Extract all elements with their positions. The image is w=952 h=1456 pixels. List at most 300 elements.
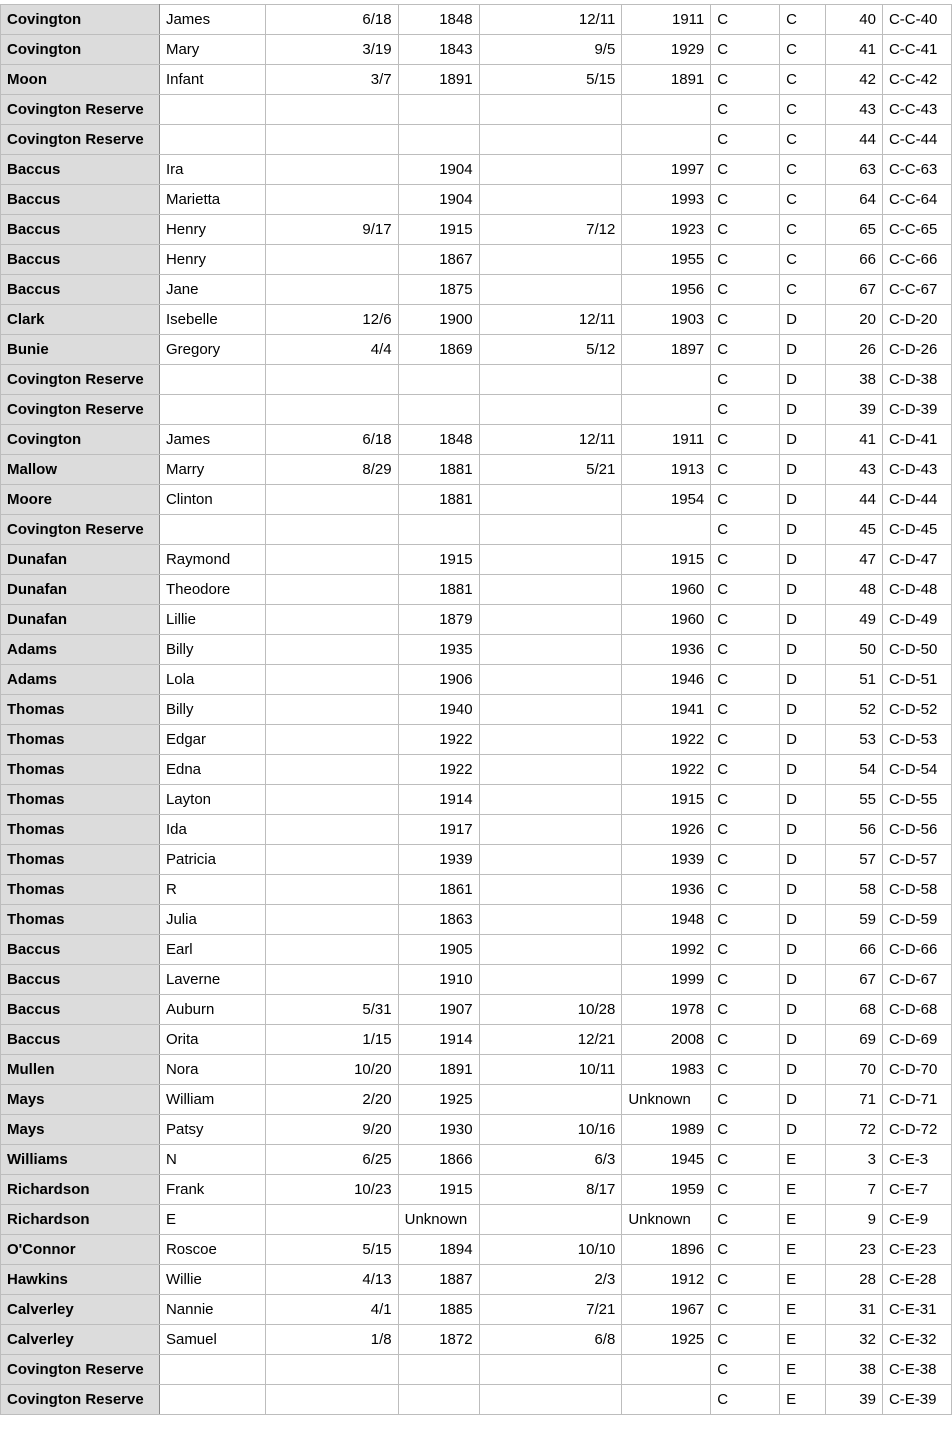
- surname-cell[interactable]: Adams: [1, 665, 160, 695]
- death-date-cell[interactable]: 5/15: [479, 65, 622, 95]
- given-name-cell[interactable]: Patricia: [159, 845, 265, 875]
- section-cell[interactable]: C: [711, 425, 780, 455]
- birth-date-cell[interactable]: [265, 635, 398, 665]
- surname-cell[interactable]: Hawkins: [1, 1265, 160, 1295]
- plot-number-cell[interactable]: 51: [826, 665, 883, 695]
- birth-date-cell[interactable]: [265, 665, 398, 695]
- death-date-cell[interactable]: [479, 875, 622, 905]
- plot-id-cell[interactable]: C-D-67: [882, 965, 951, 995]
- plot-number-cell[interactable]: 38: [826, 1355, 883, 1385]
- death-date-cell[interactable]: [479, 245, 622, 275]
- death-date-cell[interactable]: 12/11: [479, 305, 622, 335]
- birth-date-cell[interactable]: [265, 875, 398, 905]
- surname-cell[interactable]: Thomas: [1, 785, 160, 815]
- row-cell[interactable]: D: [780, 1025, 826, 1055]
- death-date-cell[interactable]: 12/21: [479, 1025, 622, 1055]
- plot-number-cell[interactable]: 64: [826, 185, 883, 215]
- given-name-cell[interactable]: Lola: [159, 665, 265, 695]
- given-name-cell[interactable]: Nora: [159, 1055, 265, 1085]
- plot-id-cell[interactable]: C-C-40: [882, 5, 951, 35]
- surname-cell[interactable]: Baccus: [1, 245, 160, 275]
- birth-year-cell[interactable]: 1869: [398, 335, 479, 365]
- plot-id-cell[interactable]: C-D-69: [882, 1025, 951, 1055]
- death-date-cell[interactable]: [479, 965, 622, 995]
- plot-number-cell[interactable]: 58: [826, 875, 883, 905]
- birth-year-cell[interactable]: 1866: [398, 1145, 479, 1175]
- surname-cell[interactable]: Thomas: [1, 755, 160, 785]
- death-year-cell[interactable]: [622, 95, 711, 125]
- section-cell[interactable]: C: [711, 995, 780, 1025]
- plot-id-cell[interactable]: C-D-41: [882, 425, 951, 455]
- plot-id-cell[interactable]: C-C-65: [882, 215, 951, 245]
- surname-cell[interactable]: Baccus: [1, 935, 160, 965]
- plot-id-cell[interactable]: C-D-20: [882, 305, 951, 335]
- birth-date-cell[interactable]: 12/6: [265, 305, 398, 335]
- surname-cell[interactable]: Mays: [1, 1115, 160, 1145]
- plot-number-cell[interactable]: 72: [826, 1115, 883, 1145]
- plot-number-cell[interactable]: 44: [826, 485, 883, 515]
- death-date-cell[interactable]: 6/3: [479, 1145, 622, 1175]
- birth-year-cell[interactable]: 1867: [398, 245, 479, 275]
- birth-date-cell[interactable]: [265, 605, 398, 635]
- plot-id-cell[interactable]: C-D-72: [882, 1115, 951, 1145]
- plot-number-cell[interactable]: 40: [826, 5, 883, 35]
- death-year-cell[interactable]: [622, 1355, 711, 1385]
- birth-year-cell[interactable]: 1904: [398, 185, 479, 215]
- death-date-cell[interactable]: [479, 365, 622, 395]
- surname-cell[interactable]: Covington: [1, 425, 160, 455]
- plot-id-cell[interactable]: C-D-44: [882, 485, 951, 515]
- row-cell[interactable]: C: [780, 35, 826, 65]
- surname-cell[interactable]: Mullen: [1, 1055, 160, 1085]
- birth-year-cell[interactable]: 1894: [398, 1235, 479, 1265]
- death-date-cell[interactable]: 7/12: [479, 215, 622, 245]
- death-date-cell[interactable]: [479, 815, 622, 845]
- row-cell[interactable]: C: [780, 155, 826, 185]
- birth-date-cell[interactable]: 10/20: [265, 1055, 398, 1085]
- death-date-cell[interactable]: 7/21: [479, 1295, 622, 1325]
- given-name-cell[interactable]: Lillie: [159, 605, 265, 635]
- section-cell[interactable]: C: [711, 1025, 780, 1055]
- surname-cell[interactable]: Moore: [1, 485, 160, 515]
- row-cell[interactable]: D: [780, 1085, 826, 1115]
- plot-number-cell[interactable]: 41: [826, 35, 883, 65]
- birth-date-cell[interactable]: [265, 125, 398, 155]
- given-name-cell[interactable]: E: [159, 1205, 265, 1235]
- birth-date-cell[interactable]: [265, 935, 398, 965]
- section-cell[interactable]: C: [711, 1295, 780, 1325]
- given-name-cell[interactable]: Roscoe: [159, 1235, 265, 1265]
- death-date-cell[interactable]: 8/17: [479, 1175, 622, 1205]
- plot-number-cell[interactable]: 47: [826, 545, 883, 575]
- death-year-cell[interactable]: 1923: [622, 215, 711, 245]
- plot-id-cell[interactable]: C-D-45: [882, 515, 951, 545]
- death-year-cell[interactable]: 1922: [622, 755, 711, 785]
- surname-cell[interactable]: Thomas: [1, 845, 160, 875]
- plot-id-cell[interactable]: C-D-49: [882, 605, 951, 635]
- birth-date-cell[interactable]: 8/29: [265, 455, 398, 485]
- row-cell[interactable]: C: [780, 5, 826, 35]
- plot-id-cell[interactable]: C-E-7: [882, 1175, 951, 1205]
- row-cell[interactable]: D: [780, 455, 826, 485]
- birth-date-cell[interactable]: [265, 1355, 398, 1385]
- death-year-cell[interactable]: 1891: [622, 65, 711, 95]
- birth-date-cell[interactable]: [265, 395, 398, 425]
- row-cell[interactable]: D: [780, 935, 826, 965]
- given-name-cell[interactable]: N: [159, 1145, 265, 1175]
- row-cell[interactable]: D: [780, 665, 826, 695]
- plot-id-cell[interactable]: C-E-32: [882, 1325, 951, 1355]
- plot-id-cell[interactable]: C-D-70: [882, 1055, 951, 1085]
- plot-number-cell[interactable]: 48: [826, 575, 883, 605]
- birth-date-cell[interactable]: 4/1: [265, 1295, 398, 1325]
- given-name-cell[interactable]: Ida: [159, 815, 265, 845]
- plot-id-cell[interactable]: C-D-43: [882, 455, 951, 485]
- plot-id-cell[interactable]: C-D-55: [882, 785, 951, 815]
- death-year-cell[interactable]: 1939: [622, 845, 711, 875]
- section-cell[interactable]: C: [711, 1325, 780, 1355]
- death-year-cell[interactable]: 1955: [622, 245, 711, 275]
- surname-cell[interactable]: O'Connor: [1, 1235, 160, 1265]
- death-year-cell[interactable]: 1946: [622, 665, 711, 695]
- plot-number-cell[interactable]: 23: [826, 1235, 883, 1265]
- section-cell[interactable]: C: [711, 1175, 780, 1205]
- row-cell[interactable]: D: [780, 305, 826, 335]
- plot-id-cell[interactable]: C-C-44: [882, 125, 951, 155]
- birth-year-cell[interactable]: 1904: [398, 155, 479, 185]
- given-name-cell[interactable]: Clinton: [159, 485, 265, 515]
- given-name-cell[interactable]: Isebelle: [159, 305, 265, 335]
- plot-number-cell[interactable]: 59: [826, 905, 883, 935]
- row-cell[interactable]: D: [780, 725, 826, 755]
- given-name-cell[interactable]: [159, 365, 265, 395]
- birth-year-cell[interactable]: 1906: [398, 665, 479, 695]
- given-name-cell[interactable]: Patsy: [159, 1115, 265, 1145]
- given-name-cell[interactable]: [159, 125, 265, 155]
- row-cell[interactable]: D: [780, 635, 826, 665]
- birth-year-cell[interactable]: 1915: [398, 215, 479, 245]
- surname-cell[interactable]: Dunafan: [1, 605, 160, 635]
- birth-year-cell[interactable]: 1891: [398, 65, 479, 95]
- birth-date-cell[interactable]: 4/13: [265, 1265, 398, 1295]
- section-cell[interactable]: C: [711, 1055, 780, 1085]
- plot-number-cell[interactable]: 70: [826, 1055, 883, 1085]
- death-year-cell[interactable]: 1959: [622, 1175, 711, 1205]
- row-cell[interactable]: D: [780, 875, 826, 905]
- death-date-cell[interactable]: [479, 95, 622, 125]
- surname-cell[interactable]: Dunafan: [1, 575, 160, 605]
- death-date-cell[interactable]: [479, 665, 622, 695]
- given-name-cell[interactable]: Jane: [159, 275, 265, 305]
- surname-cell[interactable]: Thomas: [1, 695, 160, 725]
- birth-year-cell[interactable]: [398, 1355, 479, 1385]
- section-cell[interactable]: C: [711, 245, 780, 275]
- birth-year-cell[interactable]: [398, 395, 479, 425]
- section-cell[interactable]: C: [711, 665, 780, 695]
- given-name-cell[interactable]: Billy: [159, 695, 265, 725]
- birth-date-cell[interactable]: [265, 1385, 398, 1415]
- row-cell[interactable]: C: [780, 245, 826, 275]
- plot-number-cell[interactable]: 49: [826, 605, 883, 635]
- plot-id-cell[interactable]: C-E-38: [882, 1355, 951, 1385]
- section-cell[interactable]: C: [711, 815, 780, 845]
- surname-cell[interactable]: Baccus: [1, 215, 160, 245]
- birth-date-cell[interactable]: [265, 725, 398, 755]
- given-name-cell[interactable]: Mary: [159, 35, 265, 65]
- death-year-cell[interactable]: 1978: [622, 995, 711, 1025]
- birth-year-cell[interactable]: 1905: [398, 935, 479, 965]
- given-name-cell[interactable]: Raymond: [159, 545, 265, 575]
- birth-year-cell[interactable]: 1885: [398, 1295, 479, 1325]
- death-year-cell[interactable]: 1897: [622, 335, 711, 365]
- death-date-cell[interactable]: [479, 695, 622, 725]
- birth-date-cell[interactable]: 4/4: [265, 335, 398, 365]
- given-name-cell[interactable]: [159, 515, 265, 545]
- row-cell[interactable]: C: [780, 215, 826, 245]
- death-year-cell[interactable]: 1960: [622, 605, 711, 635]
- surname-cell[interactable]: Mallow: [1, 455, 160, 485]
- birth-date-cell[interactable]: 9/17: [265, 215, 398, 245]
- plot-number-cell[interactable]: 32: [826, 1325, 883, 1355]
- birth-date-cell[interactable]: 6/18: [265, 5, 398, 35]
- surname-cell[interactable]: Covington: [1, 35, 160, 65]
- plot-id-cell[interactable]: C-C-41: [882, 35, 951, 65]
- death-date-cell[interactable]: 6/8: [479, 1325, 622, 1355]
- surname-cell[interactable]: Covington Reserve: [1, 365, 160, 395]
- surname-cell[interactable]: Moon: [1, 65, 160, 95]
- given-name-cell[interactable]: James: [159, 5, 265, 35]
- birth-date-cell[interactable]: [265, 1205, 398, 1235]
- surname-cell[interactable]: Baccus: [1, 155, 160, 185]
- plot-number-cell[interactable]: 41: [826, 425, 883, 455]
- surname-cell[interactable]: Baccus: [1, 965, 160, 995]
- row-cell[interactable]: E: [780, 1145, 826, 1175]
- plot-id-cell[interactable]: C-D-66: [882, 935, 951, 965]
- death-date-cell[interactable]: 10/28: [479, 995, 622, 1025]
- row-cell[interactable]: E: [780, 1235, 826, 1265]
- birth-date-cell[interactable]: [265, 275, 398, 305]
- given-name-cell[interactable]: [159, 1355, 265, 1385]
- birth-year-cell[interactable]: 1900: [398, 305, 479, 335]
- given-name-cell[interactable]: William: [159, 1085, 265, 1115]
- section-cell[interactable]: C: [711, 635, 780, 665]
- plot-number-cell[interactable]: 57: [826, 845, 883, 875]
- row-cell[interactable]: E: [780, 1385, 826, 1415]
- surname-cell[interactable]: Covington Reserve: [1, 125, 160, 155]
- birth-year-cell[interactable]: 1907: [398, 995, 479, 1025]
- section-cell[interactable]: C: [711, 1385, 780, 1415]
- birth-year-cell[interactable]: 1872: [398, 1325, 479, 1355]
- plot-id-cell[interactable]: C-D-54: [882, 755, 951, 785]
- surname-cell[interactable]: Covington Reserve: [1, 1385, 160, 1415]
- death-date-cell[interactable]: [479, 395, 622, 425]
- death-date-cell[interactable]: [479, 515, 622, 545]
- death-date-cell[interactable]: [479, 755, 622, 785]
- section-cell[interactable]: C: [711, 545, 780, 575]
- birth-date-cell[interactable]: [265, 545, 398, 575]
- section-cell[interactable]: C: [711, 575, 780, 605]
- birth-date-cell[interactable]: [265, 515, 398, 545]
- surname-cell[interactable]: Baccus: [1, 275, 160, 305]
- birth-year-cell[interactable]: 1848: [398, 425, 479, 455]
- surname-cell[interactable]: Calverley: [1, 1325, 160, 1355]
- birth-date-cell[interactable]: 3/7: [265, 65, 398, 95]
- birth-year-cell[interactable]: 1914: [398, 1025, 479, 1055]
- surname-cell[interactable]: Thomas: [1, 905, 160, 935]
- given-name-cell[interactable]: Ira: [159, 155, 265, 185]
- surname-cell[interactable]: Williams: [1, 1145, 160, 1175]
- death-date-cell[interactable]: 2/3: [479, 1265, 622, 1295]
- surname-cell[interactable]: Covington: [1, 5, 160, 35]
- death-year-cell[interactable]: [622, 395, 711, 425]
- row-cell[interactable]: D: [780, 695, 826, 725]
- birth-year-cell[interactable]: [398, 1385, 479, 1415]
- death-year-cell[interactable]: [622, 125, 711, 155]
- given-name-cell[interactable]: Henry: [159, 215, 265, 245]
- section-cell[interactable]: C: [711, 875, 780, 905]
- plot-id-cell[interactable]: C-C-43: [882, 95, 951, 125]
- death-year-cell[interactable]: 1913: [622, 455, 711, 485]
- plot-id-cell[interactable]: C-C-63: [882, 155, 951, 185]
- birth-date-cell[interactable]: 5/31: [265, 995, 398, 1025]
- given-name-cell[interactable]: Edna: [159, 755, 265, 785]
- row-cell[interactable]: D: [780, 815, 826, 845]
- given-name-cell[interactable]: Earl: [159, 935, 265, 965]
- section-cell[interactable]: C: [711, 1085, 780, 1115]
- death-year-cell[interactable]: 1903: [622, 305, 711, 335]
- section-cell[interactable]: C: [711, 335, 780, 365]
- given-name-cell[interactable]: Frank: [159, 1175, 265, 1205]
- death-year-cell[interactable]: 1936: [622, 875, 711, 905]
- given-name-cell[interactable]: Julia: [159, 905, 265, 935]
- section-cell[interactable]: C: [711, 185, 780, 215]
- plot-id-cell[interactable]: C-E-9: [882, 1205, 951, 1235]
- birth-date-cell[interactable]: [265, 185, 398, 215]
- plot-id-cell[interactable]: C-D-59: [882, 905, 951, 935]
- death-year-cell[interactable]: 1926: [622, 815, 711, 845]
- row-cell[interactable]: C: [780, 125, 826, 155]
- row-cell[interactable]: E: [780, 1325, 826, 1355]
- death-year-cell[interactable]: 1945: [622, 1145, 711, 1175]
- section-cell[interactable]: C: [711, 95, 780, 125]
- death-date-cell[interactable]: [479, 1085, 622, 1115]
- section-cell[interactable]: C: [711, 1235, 780, 1265]
- section-cell[interactable]: C: [711, 1145, 780, 1175]
- death-year-cell[interactable]: Unknown: [622, 1205, 711, 1235]
- plot-id-cell[interactable]: C-E-23: [882, 1235, 951, 1265]
- section-cell[interactable]: C: [711, 725, 780, 755]
- plot-id-cell[interactable]: C-C-67: [882, 275, 951, 305]
- given-name-cell[interactable]: Edgar: [159, 725, 265, 755]
- section-cell[interactable]: C: [711, 845, 780, 875]
- given-name-cell[interactable]: [159, 395, 265, 425]
- death-year-cell[interactable]: Unknown: [622, 1085, 711, 1115]
- section-cell[interactable]: C: [711, 695, 780, 725]
- plot-number-cell[interactable]: 31: [826, 1295, 883, 1325]
- death-date-cell[interactable]: 5/21: [479, 455, 622, 485]
- birth-year-cell[interactable]: [398, 125, 479, 155]
- birth-year-cell[interactable]: 1915: [398, 1175, 479, 1205]
- plot-number-cell[interactable]: 39: [826, 1385, 883, 1415]
- given-name-cell[interactable]: Laverne: [159, 965, 265, 995]
- plot-id-cell[interactable]: C-C-66: [882, 245, 951, 275]
- birth-year-cell[interactable]: 1939: [398, 845, 479, 875]
- plot-id-cell[interactable]: C-D-47: [882, 545, 951, 575]
- birth-date-cell[interactable]: [265, 965, 398, 995]
- surname-cell[interactable]: Adams: [1, 635, 160, 665]
- plot-id-cell[interactable]: C-D-52: [882, 695, 951, 725]
- birth-year-cell[interactable]: 1914: [398, 785, 479, 815]
- plot-number-cell[interactable]: 68: [826, 995, 883, 1025]
- death-year-cell[interactable]: 1992: [622, 935, 711, 965]
- death-year-cell[interactable]: 1911: [622, 425, 711, 455]
- surname-cell[interactable]: Covington Reserve: [1, 395, 160, 425]
- section-cell[interactable]: C: [711, 35, 780, 65]
- birth-year-cell[interactable]: 1848: [398, 5, 479, 35]
- birth-year-cell[interactable]: 1935: [398, 635, 479, 665]
- death-year-cell[interactable]: 1912: [622, 1265, 711, 1295]
- plot-number-cell[interactable]: 50: [826, 635, 883, 665]
- given-name-cell[interactable]: Billy: [159, 635, 265, 665]
- plot-number-cell[interactable]: 69: [826, 1025, 883, 1055]
- death-date-cell[interactable]: 10/10: [479, 1235, 622, 1265]
- birth-year-cell[interactable]: 1930: [398, 1115, 479, 1145]
- plot-number-cell[interactable]: 3: [826, 1145, 883, 1175]
- plot-number-cell[interactable]: 67: [826, 965, 883, 995]
- row-cell[interactable]: D: [780, 845, 826, 875]
- birth-year-cell[interactable]: 1881: [398, 455, 479, 485]
- death-date-cell[interactable]: [479, 605, 622, 635]
- death-date-cell[interactable]: [479, 785, 622, 815]
- section-cell[interactable]: C: [711, 1355, 780, 1385]
- section-cell[interactable]: C: [711, 905, 780, 935]
- death-date-cell[interactable]: 10/16: [479, 1115, 622, 1145]
- row-cell[interactable]: C: [780, 95, 826, 125]
- plot-id-cell[interactable]: C-D-56: [882, 815, 951, 845]
- plot-number-cell[interactable]: 9: [826, 1205, 883, 1235]
- given-name-cell[interactable]: Layton: [159, 785, 265, 815]
- death-year-cell[interactable]: [622, 515, 711, 545]
- row-cell[interactable]: D: [780, 1055, 826, 1085]
- birth-year-cell[interactable]: 1875: [398, 275, 479, 305]
- birth-date-cell[interactable]: [265, 245, 398, 275]
- birth-date-cell[interactable]: 3/19: [265, 35, 398, 65]
- section-cell[interactable]: C: [711, 305, 780, 335]
- death-year-cell[interactable]: 1989: [622, 1115, 711, 1145]
- birth-year-cell[interactable]: 1881: [398, 575, 479, 605]
- plot-number-cell[interactable]: 71: [826, 1085, 883, 1115]
- death-date-cell[interactable]: 12/11: [479, 425, 622, 455]
- section-cell[interactable]: C: [711, 515, 780, 545]
- birth-date-cell[interactable]: [265, 365, 398, 395]
- surname-cell[interactable]: Thomas: [1, 815, 160, 845]
- birth-date-cell[interactable]: 10/23: [265, 1175, 398, 1205]
- given-name-cell[interactable]: Samuel: [159, 1325, 265, 1355]
- section-cell[interactable]: C: [711, 395, 780, 425]
- plot-id-cell[interactable]: C-D-39: [882, 395, 951, 425]
- surname-cell[interactable]: Calverley: [1, 1295, 160, 1325]
- row-cell[interactable]: C: [780, 185, 826, 215]
- plot-number-cell[interactable]: 44: [826, 125, 883, 155]
- death-date-cell[interactable]: [479, 275, 622, 305]
- plot-id-cell[interactable]: C-D-48: [882, 575, 951, 605]
- given-name-cell[interactable]: Henry: [159, 245, 265, 275]
- surname-cell[interactable]: Mays: [1, 1085, 160, 1115]
- death-year-cell[interactable]: 1941: [622, 695, 711, 725]
- plot-number-cell[interactable]: 53: [826, 725, 883, 755]
- section-cell[interactable]: C: [711, 935, 780, 965]
- section-cell[interactable]: C: [711, 485, 780, 515]
